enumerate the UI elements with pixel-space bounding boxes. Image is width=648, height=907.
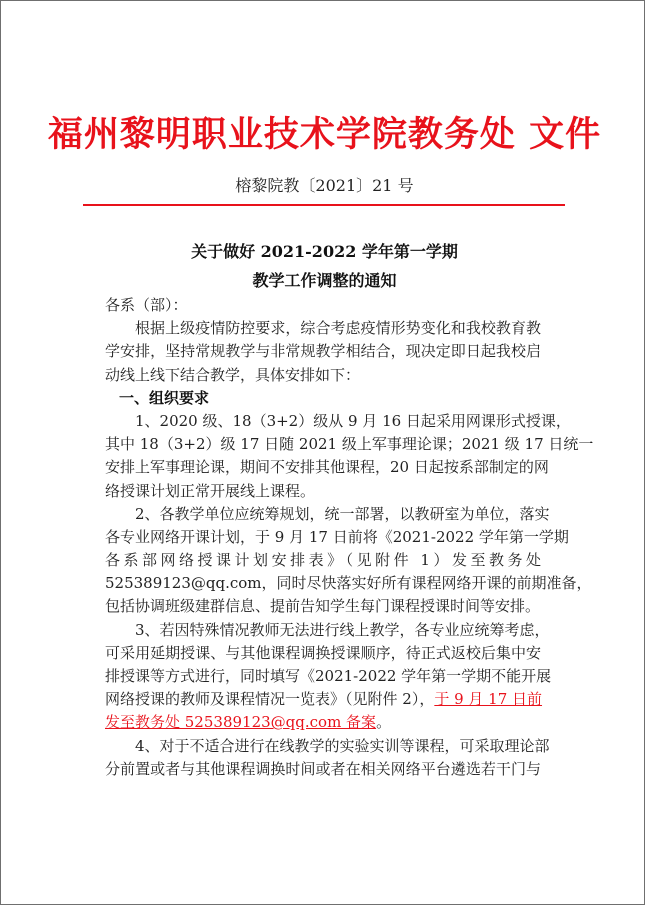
item3-line4-text: 网络授课的教师及课程情况一览表》（见附件 2）， <box>105 690 435 709</box>
item3-line: 3、若因特殊情况教师无法进行线上教学，各专业应统筹考虑， <box>135 620 550 639</box>
item3-line: 可采用延期授课、与其他课程调换授课顺序，待正式返校后集中安 <box>105 643 541 662</box>
item3-line5-end: 。 <box>376 713 392 732</box>
document-number: 榕黎院教〔2021〕21 号 <box>235 176 414 195</box>
item2-line: 2、各教学单位应统筹规划，统一部署，以教研室为单位，落实 <box>135 504 550 523</box>
red-divider-line <box>83 204 565 206</box>
document-header-title: 福州黎明职业技术学院教务处 文件 <box>47 115 602 155</box>
notice-title-line-1: 关于做好 2021-2022 学年第一学期 <box>191 242 458 261</box>
item2-line: 各专业网络开课计划，于 9 月 17 日前将《2021-2022 学年第一学期 <box>105 527 569 546</box>
notice-title-line-2: 教学工作调整的通知 <box>252 271 397 290</box>
item1-line: 络授课计划正常开展线上课程。 <box>105 481 316 500</box>
item2-line: 各系部网络授课计划安排表》（见附件 1）发至教务处 <box>105 551 541 570</box>
item3-line <box>105 688 541 711</box>
item2-line: 包括协调班级建群信息、提前告知学生每门课程授课时间等安排。 <box>105 597 541 616</box>
item3-line <box>105 711 541 734</box>
item2-line: 525389123@qq.com，同时尽快落实好所有课程网络开课的前期准备， <box>105 574 592 593</box>
deadline-highlight: 于 9 月 17 日前 <box>434 690 543 709</box>
item1-line: 其中 18（3+2）级 17 日随 2021 级上军事理论课；2021 级 17 日统一 <box>105 435 594 454</box>
section-heading: 一、组织要求 <box>119 388 210 407</box>
item1-line: 1、2020 级、18（3+2）级从 9 月 16 日起采用网课形式授课， <box>135 411 571 430</box>
intro-line: 学安排，坚持常规教学与非常规教学相结合，现决定即日起我校启 <box>105 342 541 361</box>
item4-line: 4、对于不适合进行在线教学的实验实训等课程，可采取理论部 <box>135 736 550 755</box>
notice-body <box>105 294 594 781</box>
submission-highlight: 发至教务处 525389123@qq.com 备案 <box>105 713 377 732</box>
item3-line: 排授课等方式进行，同时填写《2021-2022 学年第一学期不能开展 <box>105 667 552 685</box>
item1-line: 安排上军事理论课，期间不安排其他课程，20 日起按系部制定的网 <box>105 458 549 477</box>
salutation: 各系（部）： <box>105 296 188 314</box>
intro-line: 动线上线下结合教学，具体安排如下： <box>105 365 361 384</box>
intro-line: 根据上级疫情防控要求，综合考虑疫情形势变化和我校教育教 <box>135 319 541 338</box>
item4-line: 分前置或者与其他课程调换时间或者在相关网络平台遴选若干门与 <box>105 759 541 778</box>
